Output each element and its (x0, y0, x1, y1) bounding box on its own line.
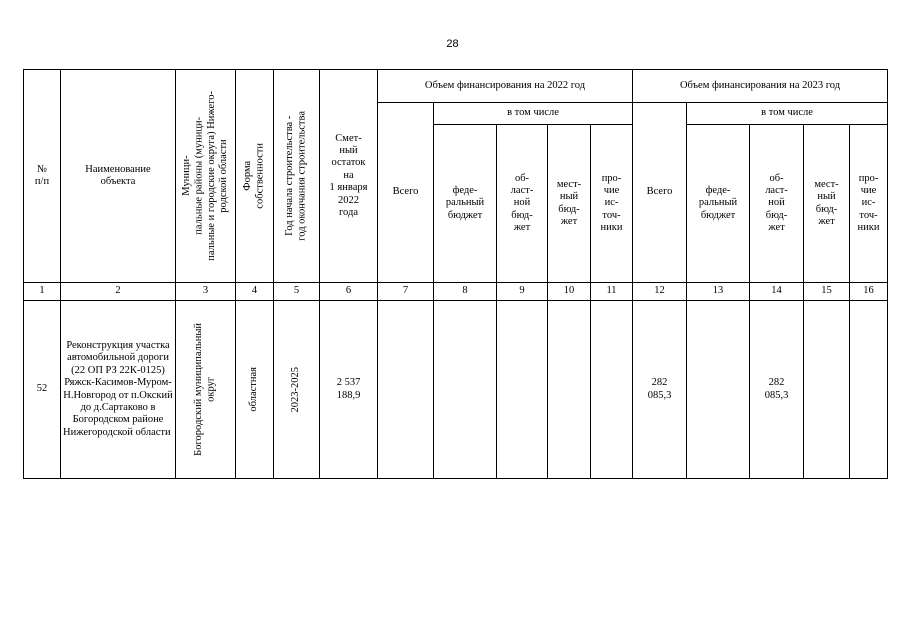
cell-loc-2023 (804, 301, 850, 479)
cell-oth-2022 (591, 301, 633, 479)
header-name: Наименование объекта (61, 70, 176, 283)
cell-reg-2023: 282 085,3 (750, 301, 804, 479)
table-row (24, 301, 888, 479)
header-fin-2023: Объем финансирования на 2023 год (633, 70, 888, 103)
column-number: 10 (548, 283, 591, 301)
cell-ownership-text: областная (248, 367, 260, 412)
header-oth-2023: про- чие ис- точ- ники (850, 125, 888, 283)
header-reg-2022: об- ласт- ной бюд- жет (497, 125, 548, 283)
cell-loc-2022 (548, 301, 591, 479)
header-fed-2022: феде- ральный бюджет (434, 125, 497, 283)
cell-district (176, 301, 236, 479)
header-incl-2023: в том числе (687, 103, 888, 125)
column-number: 12 (633, 283, 687, 301)
page-number: 28 (446, 38, 459, 50)
column-number: 4 (236, 283, 274, 301)
cell-oth-2023 (850, 301, 888, 479)
cell-fed-2023 (687, 301, 750, 479)
header-oth-2022: про- чие ис- точ- ники (591, 125, 633, 283)
header-ownership-text: Форма собственности (242, 143, 266, 209)
header-years (274, 70, 320, 283)
column-number: 3 (176, 283, 236, 301)
column-number: 16 (850, 283, 888, 301)
cell-years-text: 2023-2025 (290, 366, 302, 413)
cell-fed-2022 (434, 301, 497, 479)
column-number: 8 (434, 283, 497, 301)
cell-total-2022 (378, 301, 434, 479)
cell-years (274, 301, 320, 479)
column-number: 5 (274, 283, 320, 301)
header-loc-2023: мест- ный бюд- жет (804, 125, 850, 283)
cell-ownership (236, 301, 274, 479)
header-balance: Смет- ный остаток на 1 января 2022 года (320, 70, 378, 283)
header-total-2022: Всего (378, 103, 434, 283)
header-fed-2023: феде- ральный бюджет (687, 125, 750, 283)
column-number: 13 (687, 283, 750, 301)
cell-reg-2022 (497, 301, 548, 479)
header-ownership (236, 70, 274, 283)
cell-object-name: Реконструкция участка автомобильной дороги (22 ОП РЗ 22К-0125) Ряжск-Касимов-Муром-Н.Новгород от п.Окский до д.Сартаково в Богородском районе Нижегородской области (61, 301, 176, 479)
header-num: № п/п (24, 70, 61, 283)
column-number: 15 (804, 283, 850, 301)
financing-table (23, 69, 888, 479)
column-number: 2 (61, 283, 176, 301)
header-row-1 (24, 70, 888, 103)
header-district (176, 70, 236, 283)
column-number-row (24, 283, 888, 301)
header-incl-2022: в том числе (434, 103, 633, 125)
column-number: 6 (320, 283, 378, 301)
header-years-text: Год начала строительства - год окончания строительства (284, 111, 308, 241)
column-number: 14 (750, 283, 804, 301)
cell-district-text: Богородский муниципальный округ (193, 323, 217, 456)
header-total-2023: Всего (633, 103, 687, 283)
header-loc-2022: мест- ный бюд- жет (548, 125, 591, 283)
column-number: 11 (591, 283, 633, 301)
column-number: 9 (497, 283, 548, 301)
cell-balance: 2 537 188,9 (320, 301, 378, 479)
header-fin-2022: Объем финансирования на 2022 год (378, 70, 633, 103)
column-number: 1 (24, 283, 61, 301)
cell-total-2023: 282 085,3 (633, 301, 687, 479)
header-reg-2023: об- ласт- ной бюд- жет (750, 125, 804, 283)
header-district-text: Муници- пальные районы (муници- пальные и городские округа) Нижего- родской области (180, 91, 229, 261)
cell-num: 52 (24, 301, 61, 479)
column-number: 7 (378, 283, 434, 301)
